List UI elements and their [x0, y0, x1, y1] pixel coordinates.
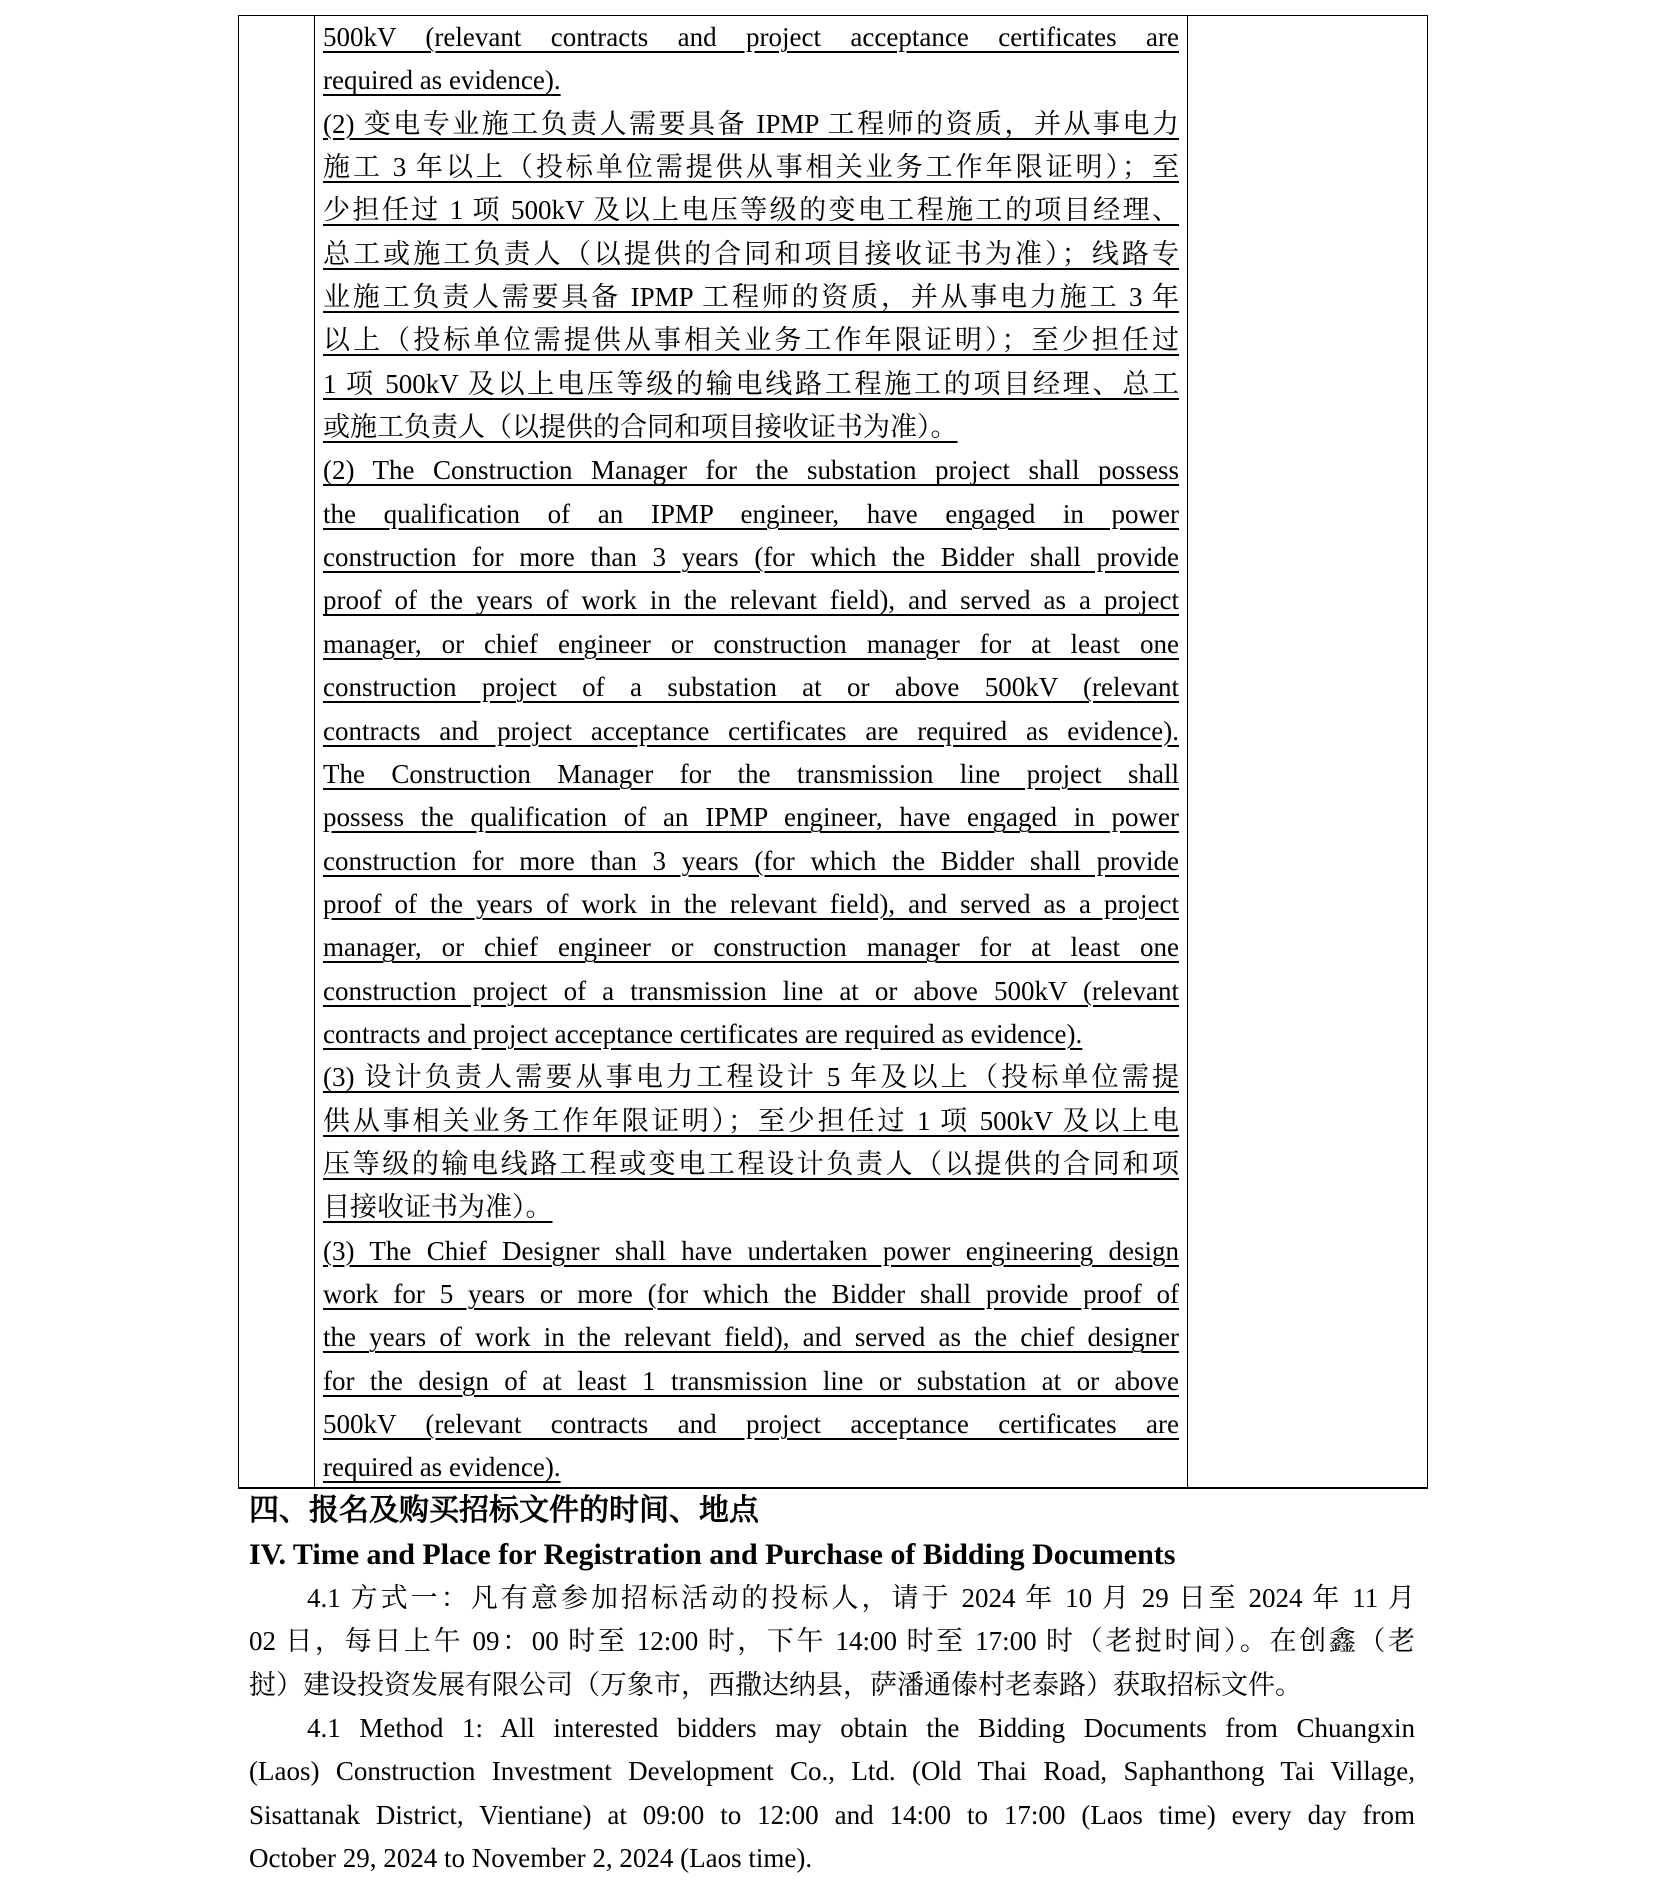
text-line-content: proof of the years of work in the relevant field), and served as a project [323, 888, 1179, 919]
text-line-content: 4.1 Method 1: All interested bidders may obtain the Bidding Documents from Chuangxin [307, 1713, 1415, 1744]
text-line [323, 59, 1179, 102]
column-divider [314, 16, 315, 1487]
text-line [323, 103, 1179, 146]
text-line-content: construction for more than 3 years (for which the Bidder shall provide [323, 542, 1179, 573]
text-line-content: 02 日，每日上午 09：00 时至 12:00 时，下午 14:00 时至 17:00 时（老挝时间）。在创鑫（老 [249, 1626, 1415, 1657]
text-line [323, 16, 1179, 59]
section-iv [249, 1489, 1415, 1880]
text-line [249, 1750, 1415, 1793]
section-heading-cn: 四、报名及购买招标文件的时间、地点 [249, 1494, 759, 1527]
text-line-content: 或施工负责人（以提供的合同和项目接收证书为准）。 [323, 412, 958, 443]
text-line-content: 4.1 方式一：凡有意参加招标活动的投标人，请于 2024 年 10 月 29 日至 2024 年 11 月 [307, 1583, 1415, 1613]
text-line [249, 1707, 1415, 1750]
paragraph [249, 1577, 1415, 1707]
text-line-content: manager, or chief engineer or construction manager for at least one [323, 932, 1179, 963]
text-line-content: 以上（投标单位需提供从事相关业务工作年限证明）；至少担任过 [323, 325, 1179, 356]
text-line [249, 1837, 1415, 1880]
text-line [249, 1620, 1415, 1663]
text-line [323, 319, 1179, 362]
text-line-content: 供从事相关业务工作年限证明）；至少担任过 1 项 500kV 及以上电 [323, 1105, 1179, 1136]
text-line [323, 493, 1179, 536]
text-line [323, 796, 1179, 839]
text-line-content: manager, or chief engineer or construction manager for at least one [323, 628, 1179, 659]
text-line [323, 623, 1179, 666]
text-line [323, 1316, 1179, 1359]
text-line [249, 1794, 1415, 1837]
text-line-content: Sisattanak District, Vientiane) at 09:00 to 12:00 and 14:00 to 17:00 (Laos time) every day from [249, 1799, 1415, 1830]
text-line [323, 1186, 1179, 1229]
text-line-content: proof of the years of work in the relevant field), and served as a project [323, 585, 1179, 616]
text-line-content: 挝）建设投资发展有限公司（万象市，西撒达纳县，萨潘通傣村老泰路）获取招标文件。 [249, 1669, 1302, 1700]
text-line [323, 536, 1179, 579]
text-line [323, 189, 1179, 232]
text-line-content: 少担任过 1 项 500kV 及以上电压等级的变电工程施工的项目经理、 [323, 195, 1179, 226]
section-heading-en: IV. Time and Place for Registration and Purchase of Bidding Documents [249, 1538, 1176, 1571]
text-line-content: construction project of a substation at or above 500kV (relevant [323, 672, 1179, 703]
text-line-content: (2) The Construction Manager for the substation project shall possess [323, 455, 1179, 486]
text-line-content: possess the qualification of an IPMP engineer, have engaged in power [323, 802, 1179, 833]
text-line-content: 业施工负责人需要具备 IPMP 工程师的资质，并从事电力施工 3 年 [323, 282, 1179, 313]
text-line [323, 883, 1179, 926]
text-line-content: 施工 3 年以上（投标单位需提供从事相关业务工作年限证明）；至 [323, 152, 1179, 183]
text-line [323, 710, 1179, 753]
text-line-content: The Construction Manager for the transmission line project shall [323, 758, 1179, 789]
text-line-content: (2) 变电专业施工负责人需要具备 IPMP 工程师的资质，并从事电力 [323, 108, 1179, 139]
text-line-content: for the design of at least 1 transmission line or substation at or above [323, 1365, 1179, 1396]
text-line [323, 840, 1179, 883]
text-line [323, 1273, 1179, 1316]
paragraph [249, 1707, 1415, 1880]
text-line-content: October 29, 2024 to November 2, 2024 (Laos time). [249, 1843, 813, 1874]
text-line-content: 压等级的输电线路工程或变电工程设计负责人（以提供的合同和项 [323, 1148, 1179, 1179]
text-line-content: contracts and project acceptance certificates are required as evidence). [323, 715, 1179, 746]
text-line-content: 1 项 500kV 及以上电压等级的输电线路工程施工的项目经理、总工 [323, 368, 1179, 399]
text-line-content: required as evidence). [323, 65, 561, 96]
text-line-content: 500kV (relevant contracts and project acceptance certificates are [323, 1409, 1179, 1439]
text-line [249, 1577, 1415, 1620]
requirements-table [238, 15, 1428, 1489]
text-line [323, 146, 1179, 189]
text-line [323, 579, 1179, 622]
text-line-content: 目接收证书为准）。 [323, 1192, 553, 1223]
text-line-content: (3) The Chief Designer shall have undertaken power engineering design [323, 1235, 1179, 1266]
text-line [323, 753, 1179, 796]
qualification-requirements-cell [323, 16, 1179, 1490]
paragraph [323, 16, 1179, 103]
text-line-content: contracts and project acceptance certificates are required as evidence). [323, 1018, 1083, 1049]
text-line-content: (Laos) Construction Investment Development Co., Ltd. (Old Thai Road, Saphanthong Tai Village, [249, 1756, 1415, 1787]
text-line-content: (3) 设计负责人需要从事电力工程设计 5 年及以上（投标单位需提 [323, 1062, 1179, 1093]
text-line [323, 276, 1179, 319]
text-line-content: construction for more than 3 years (for which the Bidder shall provide [323, 845, 1179, 876]
text-line [249, 1664, 1415, 1707]
text-line-content: the years of work in the relevant field), and served as the chief designer [323, 1322, 1179, 1353]
text-line [323, 233, 1179, 276]
text-line-content: 500kV (relevant contracts and project acceptance certificates are [323, 22, 1179, 52]
text-line [323, 666, 1179, 709]
text-line [323, 406, 1179, 449]
paragraph [323, 1056, 1179, 1229]
text-line [323, 1403, 1179, 1446]
text-line-content: 总工或施工负责人（以提供的合同和项目接收证书为准）；线路专 [323, 238, 1179, 269]
paragraph [323, 449, 1179, 1056]
text-line-content: the qualification of an IPMP engineer, have engaged in power [323, 498, 1179, 529]
text-line [323, 363, 1179, 406]
text-line [323, 1360, 1179, 1403]
text-line-content: required as evidence). [323, 1452, 561, 1483]
text-line [323, 1100, 1179, 1143]
paragraph [323, 103, 1179, 450]
text-line [323, 449, 1179, 492]
text-line [323, 926, 1179, 969]
text-line [323, 1013, 1179, 1056]
text-line [323, 970, 1179, 1013]
text-line-content: work for 5 years or more (for which the Bidder shall provide proof of [323, 1278, 1179, 1309]
text-line [323, 1230, 1179, 1273]
column-divider [1187, 16, 1188, 1487]
text-line [323, 1056, 1179, 1099]
text-line-content: construction project of a transmission line at or above 500kV (relevant [323, 975, 1179, 1006]
paragraph [323, 1230, 1179, 1490]
text-line [323, 1143, 1179, 1186]
text-line [323, 1446, 1179, 1489]
